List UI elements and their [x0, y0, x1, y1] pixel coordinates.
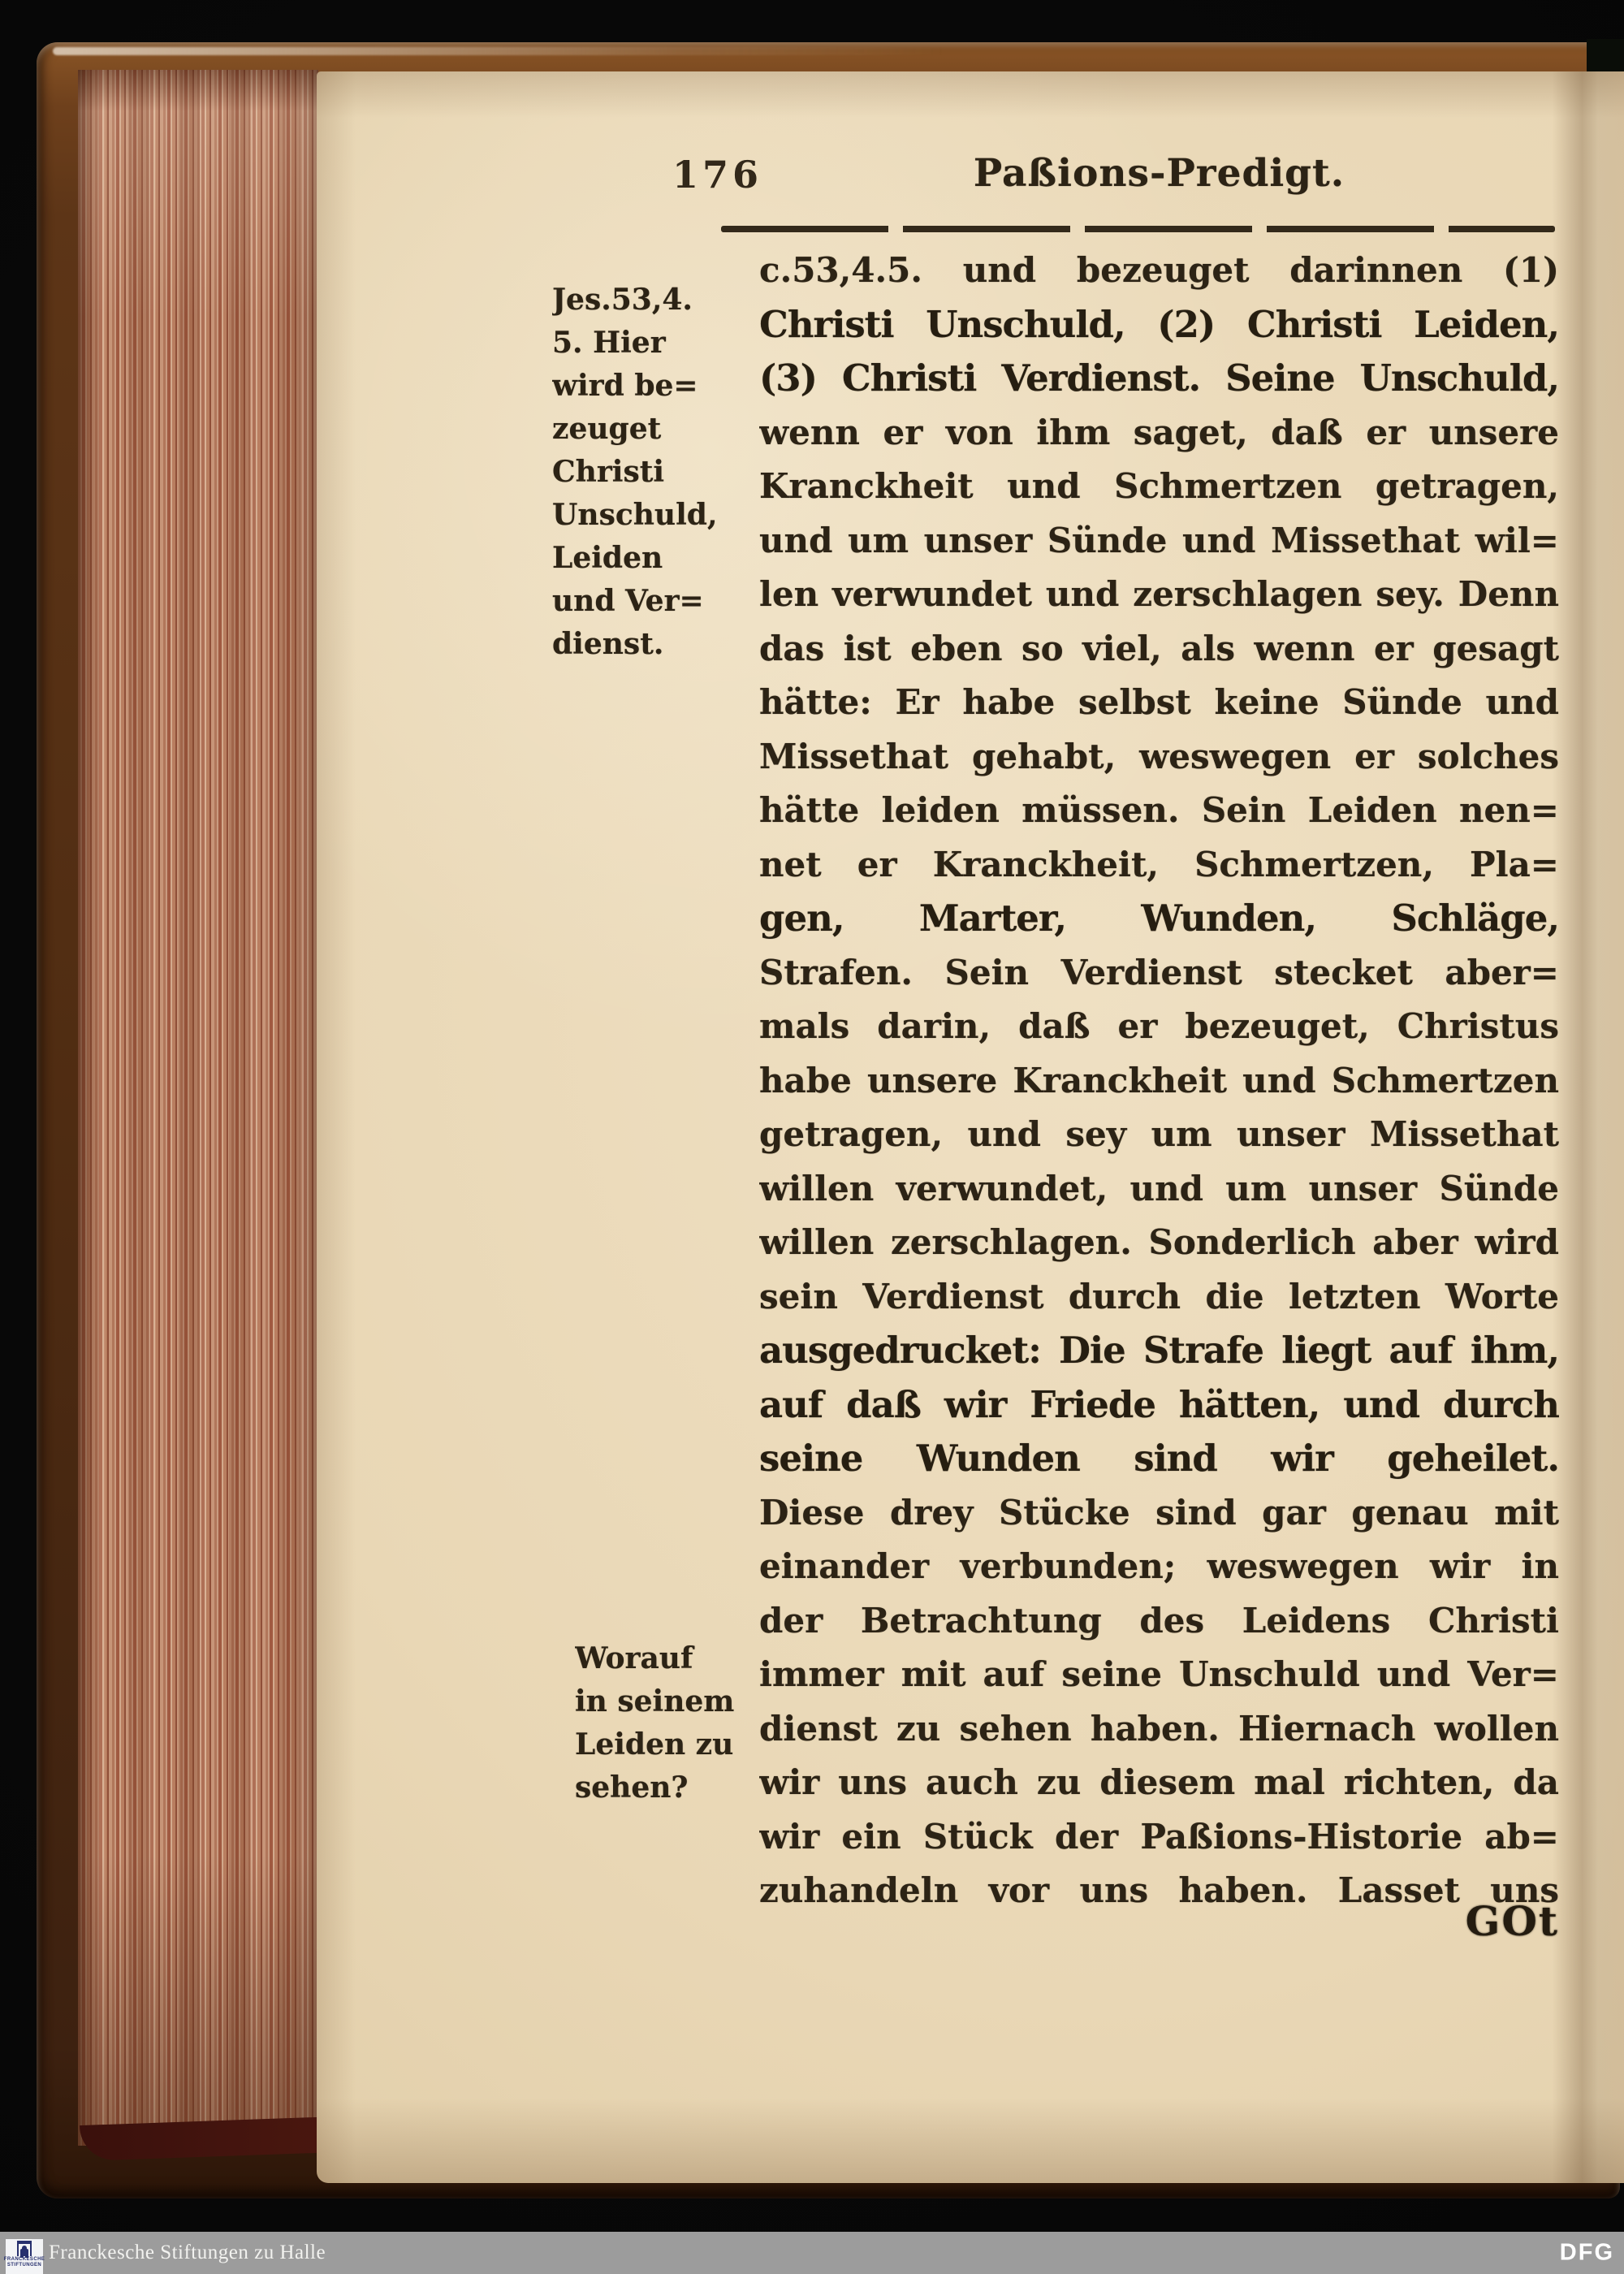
body-text-line: ausgedrucket: Die Strafe liegt auf ihm,: [759, 1329, 1559, 1372]
body-text-line: net er Kranckheit, Schmertzen, Pla=: [759, 844, 1559, 884]
body-text-line: auf daß wir Friede hätten, und durch: [759, 1382, 1559, 1426]
body-text-line: len verwundet und zerschlagen sey. Denn: [759, 574, 1559, 614]
institution-name: Franckesche Stiftungen zu Halle: [49, 2242, 326, 2263]
margin-note-line: Leiden zu: [575, 1727, 734, 1762]
viewer-footer-bar: [0, 2232, 1624, 2274]
margin-note-line: in seinem: [575, 1684, 735, 1718]
body-text-line: dienst zu sehen haben. Hiernach wollen: [759, 1708, 1559, 1749]
body-text-line: Strafen. Sein Verdienst stecket aber=: [759, 952, 1559, 992]
body-text-line: gen, Marter, Wunden, Schläge,: [759, 897, 1559, 940]
body-text-column: [759, 244, 1559, 1918]
body-text-line: c.53,4.5. und bezeuget darinnen (1): [759, 250, 1559, 290]
body-text-line: mals darin, daß er bezeuget, Christus: [759, 1006, 1559, 1046]
franckesche-stiftungen-logo: [3, 2239, 45, 2274]
body-text-line: sein Verdienst durch die letzten Worte: [759, 1276, 1559, 1316]
margin-note-line: und Ver=: [552, 584, 704, 618]
margin-note-line: Worauf: [575, 1641, 693, 1675]
margin-note-line: wird be=: [552, 369, 698, 403]
logo-text-line: STIFTUNGEN: [6, 2263, 42, 2268]
body-text-line: Kranckheit und Schmertzen getragen,: [759, 466, 1559, 506]
catchword: GOt: [1465, 1897, 1559, 1945]
margin-note-line: sehen?: [575, 1770, 689, 1805]
margin-note-reference: [552, 279, 755, 666]
margin-note-question: [575, 1637, 778, 1809]
body-text-line: wenn er von ihm saget, daß er unsere: [759, 412, 1559, 452]
body-text-line: immer mit auf seine Unschuld und Ver=: [759, 1654, 1559, 1694]
body-text-line: willen zerschlagen. Sonderlich aber wird: [759, 1222, 1559, 1262]
margin-note-line: Unschuld,: [552, 498, 718, 532]
body-text-line: Diese drey Stücke sind gar genau mit: [759, 1492, 1559, 1533]
body-text-line: seine Wunden sind wir geheilet.: [759, 1437, 1559, 1480]
margin-note-line: Jes.53,4.: [552, 283, 693, 317]
body-text-line: zuhandeln vor uns haben. Lasset uns: [759, 1870, 1559, 1910]
body-text-line: hätte: Er habe selbst keine Sünde und: [759, 682, 1559, 722]
cover-gloss-highlight: [53, 47, 946, 55]
header-rule: [721, 226, 1555, 232]
book-page: [317, 71, 1624, 2183]
body-text-line: Missethat gehabt, weswegen er solches: [759, 736, 1559, 776]
body-text-line: wir uns auch zu diesem mal richten, da: [759, 1762, 1559, 1802]
margin-note-line: zeuget: [552, 412, 662, 446]
body-text-line: (3) Christi Verdienst. Seine Unschuld,: [759, 357, 1559, 400]
running-header: Paßions-Predigt.: [973, 151, 1345, 196]
body-text-line: Christi Unschuld, (2) Christi Leiden,: [759, 302, 1559, 346]
body-text-line: getragen, und sey um unser Missethat: [759, 1114, 1559, 1154]
body-text-line: und um unser Sünde und Missethat wil=: [759, 520, 1559, 560]
page-number: 176: [672, 153, 763, 197]
logo-text-line: FRANCKESCHE: [3, 2257, 45, 2262]
body-text-line: das ist eben so viel, als wenn er gesagt: [759, 628, 1559, 668]
body-text-line: wir ein Stück der Paßions-Historie ab=: [759, 1816, 1559, 1857]
body-text-line: der Betrachtung des Leidens Christi: [759, 1600, 1559, 1641]
margin-note-line: dienst.: [552, 627, 664, 661]
body-text-line: habe unsere Kranckheit und Schmertzen: [759, 1060, 1559, 1100]
book-fore-edge-pages: [78, 70, 318, 2146]
body-text-line: hätte leiden müssen. Sein Leiden nen=: [759, 790, 1559, 830]
body-text-line: einander verbunden; weswegen wir in: [759, 1546, 1559, 1586]
margin-note-line: Christi: [552, 455, 665, 489]
body-text-line: willen verwundet, und um unser Sünde: [759, 1168, 1559, 1208]
margin-note-line: 5. Hier: [552, 326, 666, 360]
franckesche-stiftungen-emblem-icon: [15, 2241, 33, 2257]
dfg-logo: DFG: [1559, 2239, 1614, 2266]
margin-note-line: Leiden: [552, 541, 663, 575]
